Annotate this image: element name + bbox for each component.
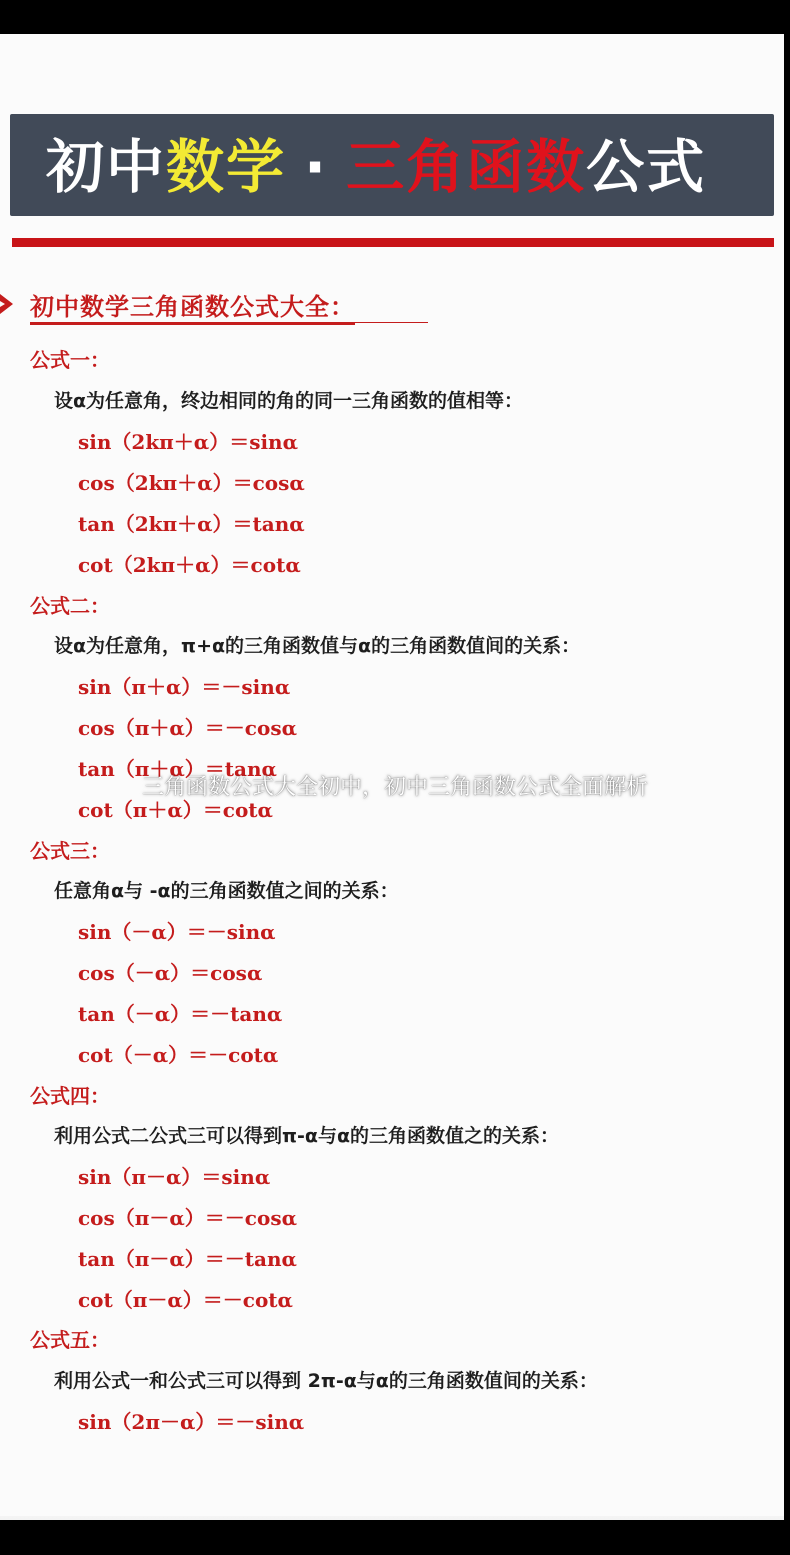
formula-label-1: 公式一： xyxy=(30,348,110,372)
title-divider xyxy=(12,238,774,247)
formula-line: sin（π－α）＝sinα xyxy=(78,1165,271,1189)
formula-line: cos（－α）＝cosα xyxy=(78,961,263,985)
formula-line: tan（－α）＝－tanα xyxy=(78,1002,283,1026)
title-part-1: 初中 xyxy=(46,133,167,201)
formula-line: sin（2kπ＋α）＝sinα xyxy=(78,430,298,454)
formula-label-2: 公式二： xyxy=(30,594,110,618)
formula-line: cos（π＋α）＝－cosα xyxy=(78,716,297,740)
chevron-right-icon xyxy=(0,292,14,316)
formula-line: cos（π－α）＝－cosα xyxy=(78,1206,297,1230)
formula-line: cos（2kπ＋α）＝cosα xyxy=(78,471,305,495)
page-title xyxy=(46,132,706,202)
formula-line: tan（π＋α）＝tanα xyxy=(78,757,277,781)
formula-line: sin（－α）＝－sinα xyxy=(78,920,276,944)
formula-line: cot（π＋α）＝cotα xyxy=(78,798,273,822)
formula-desc-1: 设α为任意角，终边相同的角的同一三角函数的值相等： xyxy=(54,390,524,412)
formula-line: cot（－α）＝－cotα xyxy=(78,1043,279,1067)
formula-line: cot（π－α）＝－cotα xyxy=(78,1288,293,1312)
formula-line: sin（π＋α）＝－sinα xyxy=(78,675,291,699)
overlay-caption: 三角函数公式大全初中，初中三角函数公式全面解析 xyxy=(141,775,648,800)
title-banner xyxy=(10,114,774,216)
page-bottom-edge xyxy=(0,1516,784,1520)
formula-line: sin（2π－α）＝－sinα xyxy=(78,1410,305,1434)
formula-line: tan（π－α）＝－tanα xyxy=(78,1247,297,1271)
formula-desc-4: 利用公式二公式三可以得到π-α与α的三角函数值之的关系： xyxy=(54,1125,560,1147)
formula-label-4: 公式四： xyxy=(30,1084,110,1108)
formula-label-3: 公式三： xyxy=(30,839,110,863)
title-part-4: 公式 xyxy=(586,133,707,201)
formula-line: tan（2kπ＋α）＝tanα xyxy=(78,512,305,536)
formula-desc-3: 任意角α与 -α的三角函数值之间的关系： xyxy=(54,880,399,902)
formula-desc-5: 利用公式一和公式三可以得到 2π-α与α的三角函数值间的关系： xyxy=(54,1370,598,1392)
title-part-3: 三角函数 xyxy=(346,133,587,201)
section-heading-underline xyxy=(30,322,428,323)
formula-label-5: 公式五： xyxy=(30,1328,110,1352)
title-part-2: 数学 xyxy=(166,133,287,201)
title-dot: · xyxy=(304,133,329,201)
formula-desc-2: 设α为任意角，π+α的三角函数值与α的三角函数值间的关系： xyxy=(54,635,581,657)
formula-line: cot（2kπ＋α）＝cotα xyxy=(78,553,301,577)
section-heading: 初中数学三角函数公式大全： xyxy=(30,287,355,325)
